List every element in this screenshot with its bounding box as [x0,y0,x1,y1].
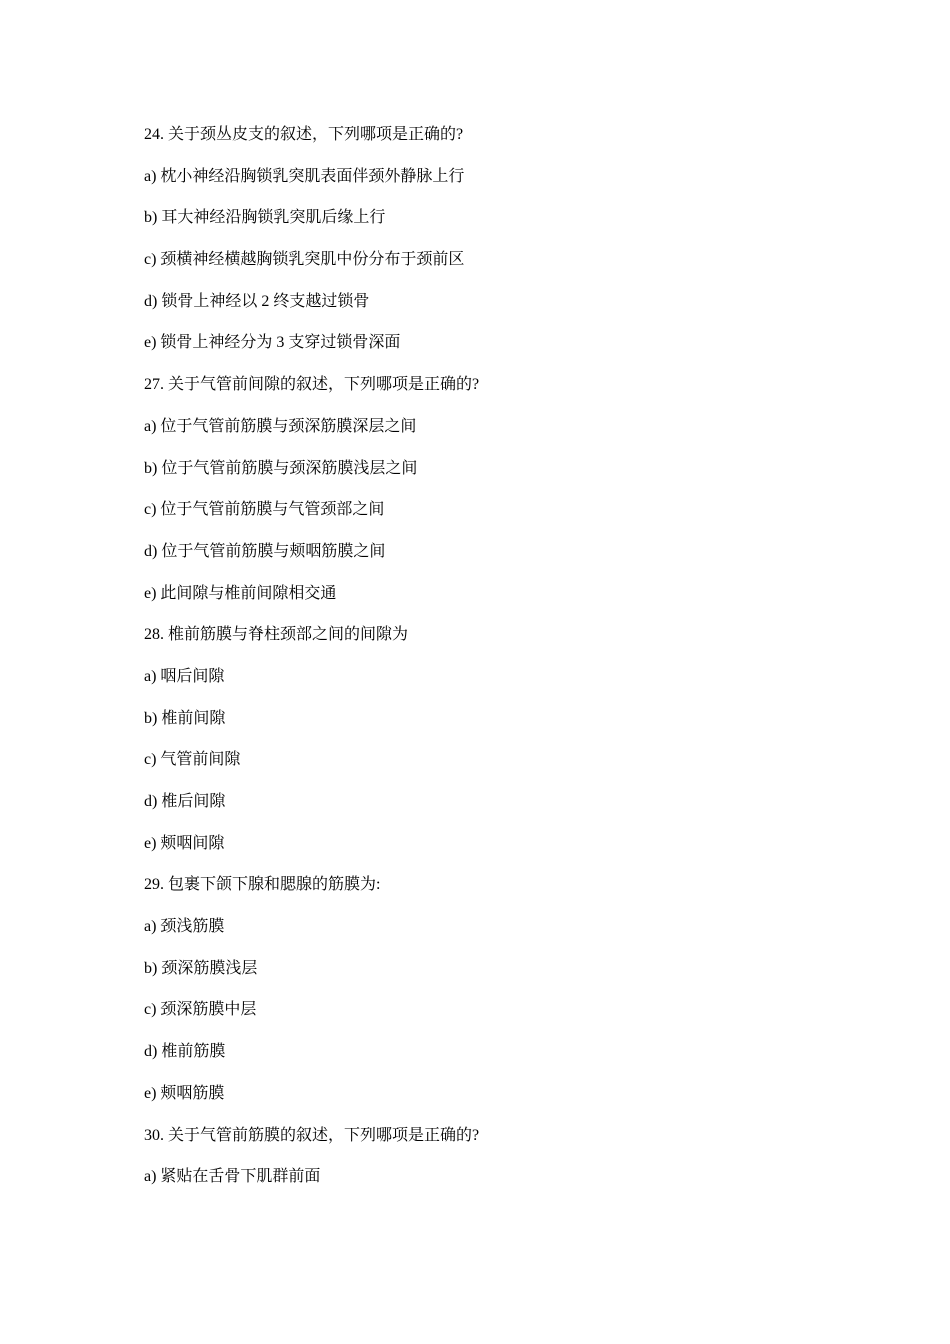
option-28-e: e) 颊咽间隙 [144,834,225,852]
option-24-e: e) 锁骨上神经分为 3 支穿过锁骨深面 [144,334,401,352]
option-27-d: d) 位于气管前筋膜与颊咽筋膜之间 [144,542,386,560]
option-27-b: b) 位于气管前筋膜与颈深筋膜浅层之间 [144,459,418,477]
option-29-e: e) 颊咽筋膜 [144,1084,225,1102]
document-body [144,123,824,1207]
question-28: 28. 椎前筋膜与脊柱颈部之间的间隙为 [144,626,409,644]
option-24-c: c) 颈横神经横越胸锁乳突肌中份分布于颈前区 [144,251,465,269]
option-29-d: d) 椎前筋膜 [144,1043,226,1061]
option-29-c: c) 颈深筋膜中层 [144,1001,257,1019]
option-28-b: b) 椎前间隙 [144,709,226,727]
option-28-d: d) 椎后间隙 [144,793,226,810]
option-24-b: b) 耳大神经沿胸锁乳突肌后缘上行 [144,209,386,227]
option-27-c: c) 位于气管前筋膜与气管颈部之间 [144,501,385,519]
question-30: 30. 关于气管前筋膜的叙述，下列哪项是正确的? [144,1126,480,1144]
option-28-a: a) 咽后间隙 [144,667,225,685]
option-24-d: d) 锁骨上神经以 2 终支越过锁骨 [144,292,370,310]
option-27-e: e) 此间隙与椎前间隙相交通 [144,584,337,602]
option-28-c: c) 气管前间隙 [144,751,241,769]
option-24-a: a) 枕小神经沿胸锁乳突肌表面伴颈外静脉上行 [144,167,465,185]
question-29: 29. 包裹下颌下腺和腮腺的筋膜为: [144,876,381,894]
option-27-a: a) 位于气管前筋膜与颈深筋膜深层之间 [144,417,417,435]
option-30-a: a) 紧贴在舌骨下肌群前面 [144,1168,321,1186]
option-29-b: b) 颈深筋膜浅层 [144,959,258,977]
option-29-a: a) 颈浅筋膜 [144,918,225,936]
question-24: 24. 关于颈丛皮支的叙述，下列哪项是正确的? [144,126,464,143]
question-27: 27. 关于气管前间隙的叙述，下列哪项是正确的? [144,376,480,394]
